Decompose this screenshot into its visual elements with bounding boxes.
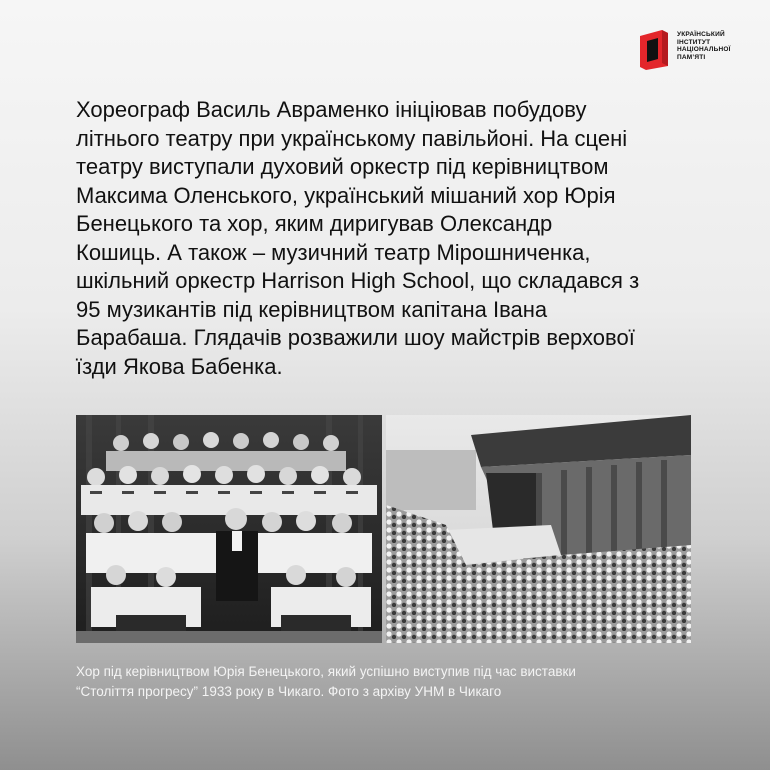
main-text-line: 95 музикантів під керівництвом капітана Івана bbox=[76, 296, 548, 322]
caption-line: “Століття прогресу” 1933 року в Чикаго. Фото з архіву УНМ в Чикаго bbox=[76, 684, 502, 699]
summer-theatre-photo-illustration bbox=[386, 415, 691, 643]
caption-line: Хор під керівництвом Юрія Бенецького, який успішно виступив під час виставки bbox=[76, 664, 576, 679]
choir-group-photo-illustration bbox=[76, 415, 382, 643]
summer-theatre-photo bbox=[386, 415, 691, 643]
photo-caption bbox=[76, 662, 716, 702]
logo-line: ІНСТИТУТ bbox=[677, 38, 711, 46]
logo-line: ПАМ’ЯТІ bbox=[677, 53, 706, 61]
main-text-line: Бенецького та хор, яким диригував Олександр bbox=[76, 211, 553, 236]
main-text-line: Максима Оленського, український мішаний хор Юрія bbox=[76, 182, 616, 208]
main-text-line: Хореограф Василь Авраменко ініціював побудову bbox=[76, 97, 587, 122]
main-text-line: літнього театру при українському павільйоні. На сцені bbox=[76, 125, 628, 151]
logo-line: УКРАЇНСЬКИЙ bbox=[677, 31, 725, 38]
main-text-line: шкільний оркестр Harrison High School, що складався з bbox=[76, 268, 640, 293]
main-text-line: театру виступали духовий оркестр під керівництвом bbox=[76, 154, 609, 179]
main-paragraph bbox=[76, 96, 716, 381]
photo-row bbox=[76, 415, 691, 643]
main-text-line: їзди Якова Бабенка. bbox=[76, 353, 283, 379]
institute-logo bbox=[640, 30, 760, 74]
institute-logo-icon bbox=[640, 30, 668, 70]
main-text-line: Барабаша. Глядачів розважили шоу майстрів верхової bbox=[76, 325, 635, 350]
main-text-line: Кошиць. А також – музичний театр Мірошниченка, bbox=[76, 239, 591, 265]
logo-line: НАЦІОНАЛЬНОЇ bbox=[677, 46, 731, 54]
choir-group-photo bbox=[76, 415, 382, 643]
institute-logo-text bbox=[677, 30, 731, 61]
